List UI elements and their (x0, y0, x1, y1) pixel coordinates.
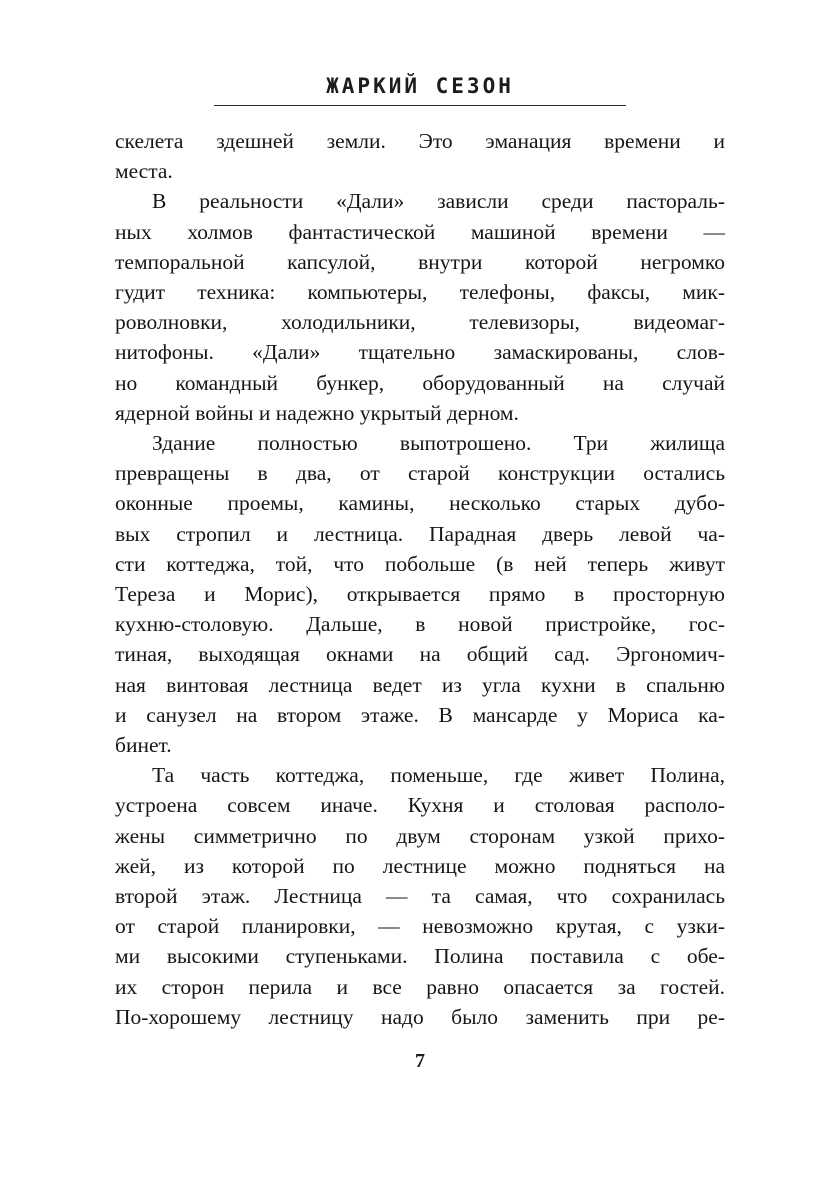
text-line: Тереза и Морис), открывается прямо в просторную (115, 582, 725, 607)
text-line: темпоральной капсулой, внутри которой негромко (115, 249, 725, 274)
text-line: жей, из которой по лестнице можно подняться на (115, 853, 725, 878)
text-line: и санузел на втором этаже. В мансарде у Мориса ка- (115, 702, 725, 727)
running-header (0, 74, 840, 106)
text-line: жены симметрично по двум сторонам узкой прихо- (115, 823, 725, 848)
text-line: Здание полностью выпотрошено. Три жилища (152, 431, 725, 456)
text-line: Та часть коттеджа, поменьше, где живет Полина, (152, 763, 725, 788)
text-line: ных холмов фантастической машиной времени — (115, 219, 725, 244)
paragraph (115, 126, 725, 186)
book-title: ЖАРКИЙ СЕЗОН (326, 74, 514, 98)
text-line: ядерной войны и надежно укрытый дерном. (115, 400, 519, 425)
text-line: бинет. (115, 733, 172, 758)
text-line: места. (115, 159, 173, 184)
text-line: ми высокими ступеньками. Полина поставила с обе- (115, 944, 725, 969)
text-line: превращены в два, от старой конструкции остались (115, 461, 725, 486)
text-line: кухню-столовую. Дальше, в новой пристройке, гос- (115, 612, 725, 637)
text-line: скелета здешней земли. Это эманация времени и (115, 129, 725, 153)
text-line: ная винтовая лестница ведет из угла кухни в спальню (115, 672, 725, 697)
text-line: их сторон перила и все равно опасается за гостей. (115, 974, 725, 999)
text-line: сти коттеджа, той, что побольше (в ней теперь живут (115, 551, 725, 576)
text-line: но командный бункер, оборудованный на случай (115, 370, 725, 395)
text-line: вых стропил и лестница. Парадная дверь левой ча- (115, 521, 725, 546)
paragraph (115, 428, 725, 760)
paragraph (115, 760, 725, 1032)
header-rule (214, 105, 626, 106)
text-line: гудит техника: компьютеры, телефоны, факсы, мик- (115, 280, 725, 305)
text-line: от старой планировки, — невозможно крутая, с узки- (115, 914, 725, 939)
text-line: В реальности «Дали» зависли среди пастораль- (152, 189, 725, 214)
page-number: 7 (415, 1050, 425, 1072)
paragraph (115, 186, 725, 428)
text-line: нитофоны. «Дали» тщательно замаскированы, слов- (115, 340, 725, 365)
text-line: оконные проемы, камины, несколько старых дубо- (115, 491, 725, 516)
text-line: второй этаж. Лестница — та самая, что сохранилась (115, 884, 725, 909)
text-line: По-хорошему лестницу надо было заменить при ре- (115, 1004, 725, 1029)
text-line: устроена совсем иначе. Кухня и столовая располо- (115, 793, 725, 818)
text-line: тиная, выходящая окнами на общий сад. Эргономич- (115, 642, 725, 667)
body-text (115, 126, 725, 1032)
text-line: роволновки, холодильники, телевизоры, видеомаг- (115, 310, 725, 335)
